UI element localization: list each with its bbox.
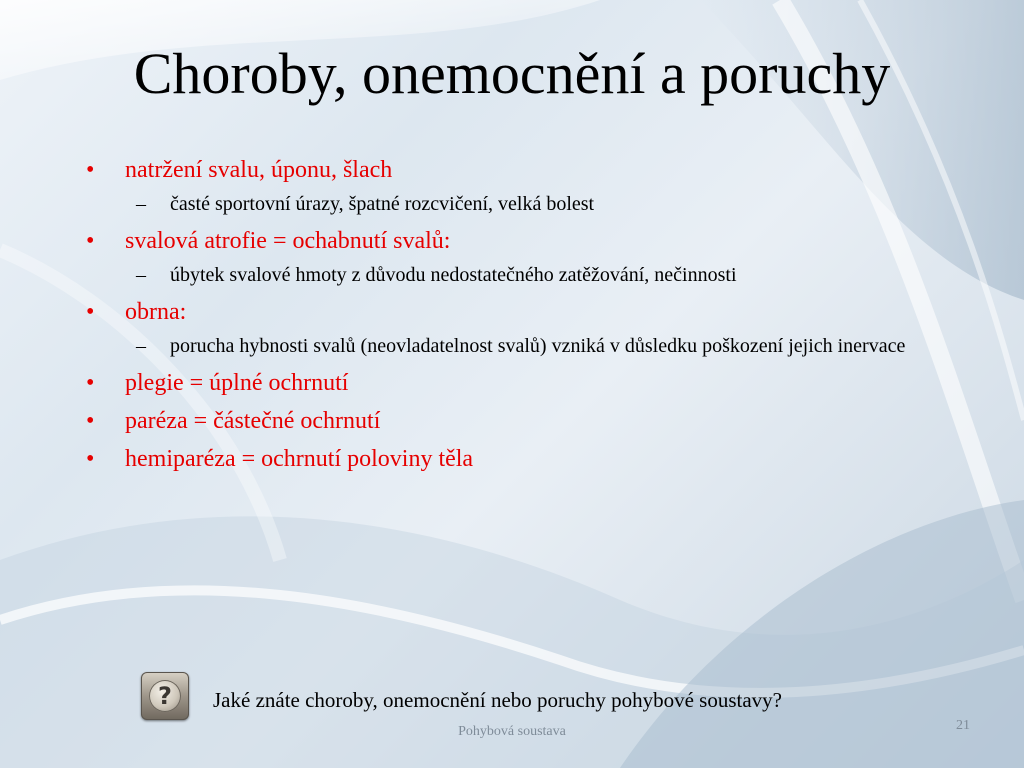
bullet-text: svalová atrofie = ochabnutí svalů: (125, 228, 451, 254)
list-item (84, 406, 984, 436)
bullet-text: obrna: (125, 299, 187, 325)
bullet-mark: • (86, 408, 95, 434)
bullet-mark: • (86, 370, 95, 396)
sub-text: porucha hybnosti svalů (neovladatelnost svalů) vzniká v důsledku poškození jejich inervace (170, 335, 906, 357)
list-item (84, 368, 984, 398)
sub-item (84, 333, 960, 360)
footer-text: Pohybová soustava (458, 724, 566, 739)
dash-mark: – (136, 335, 146, 357)
list-item (84, 444, 984, 474)
list-item (84, 226, 984, 256)
bullet-mark: • (86, 299, 95, 325)
question-icon: ? (149, 680, 181, 712)
help-button[interactable] (141, 672, 189, 720)
dash-mark: – (136, 264, 146, 286)
bullet-text: hemiparéza = ochrnutí poloviny těla (125, 446, 474, 472)
bullet-text: paréza = částečné ochrnutí (125, 408, 381, 434)
page-title: Choroby, onemocnění a poruchy (133, 41, 891, 106)
sub-text: úbytek svalové hmoty z důvodu nedostatečného zatěžování, nečinnosti (170, 264, 737, 286)
bullet-text: natržení svalu, úponu, šlach (125, 157, 393, 183)
list-item (84, 155, 984, 185)
bullet-mark: • (86, 446, 95, 472)
list-item (84, 297, 984, 327)
page-number: 21 (956, 718, 970, 733)
discussion-question: Jaké znáte choroby, onemocnění nebo poruchy pohybové soustavy? (213, 688, 782, 712)
bullet-mark: • (86, 228, 95, 254)
bullet-mark: • (86, 157, 95, 183)
sub-text: časté sportovní úrazy, špatné rozcvičení, velká bolest (170, 193, 595, 215)
dash-mark: – (136, 193, 146, 215)
bullet-text: plegie = úplné ochrnutí (125, 370, 349, 396)
bullet-list (84, 155, 984, 482)
sub-item (84, 262, 960, 289)
sub-item (84, 191, 960, 218)
